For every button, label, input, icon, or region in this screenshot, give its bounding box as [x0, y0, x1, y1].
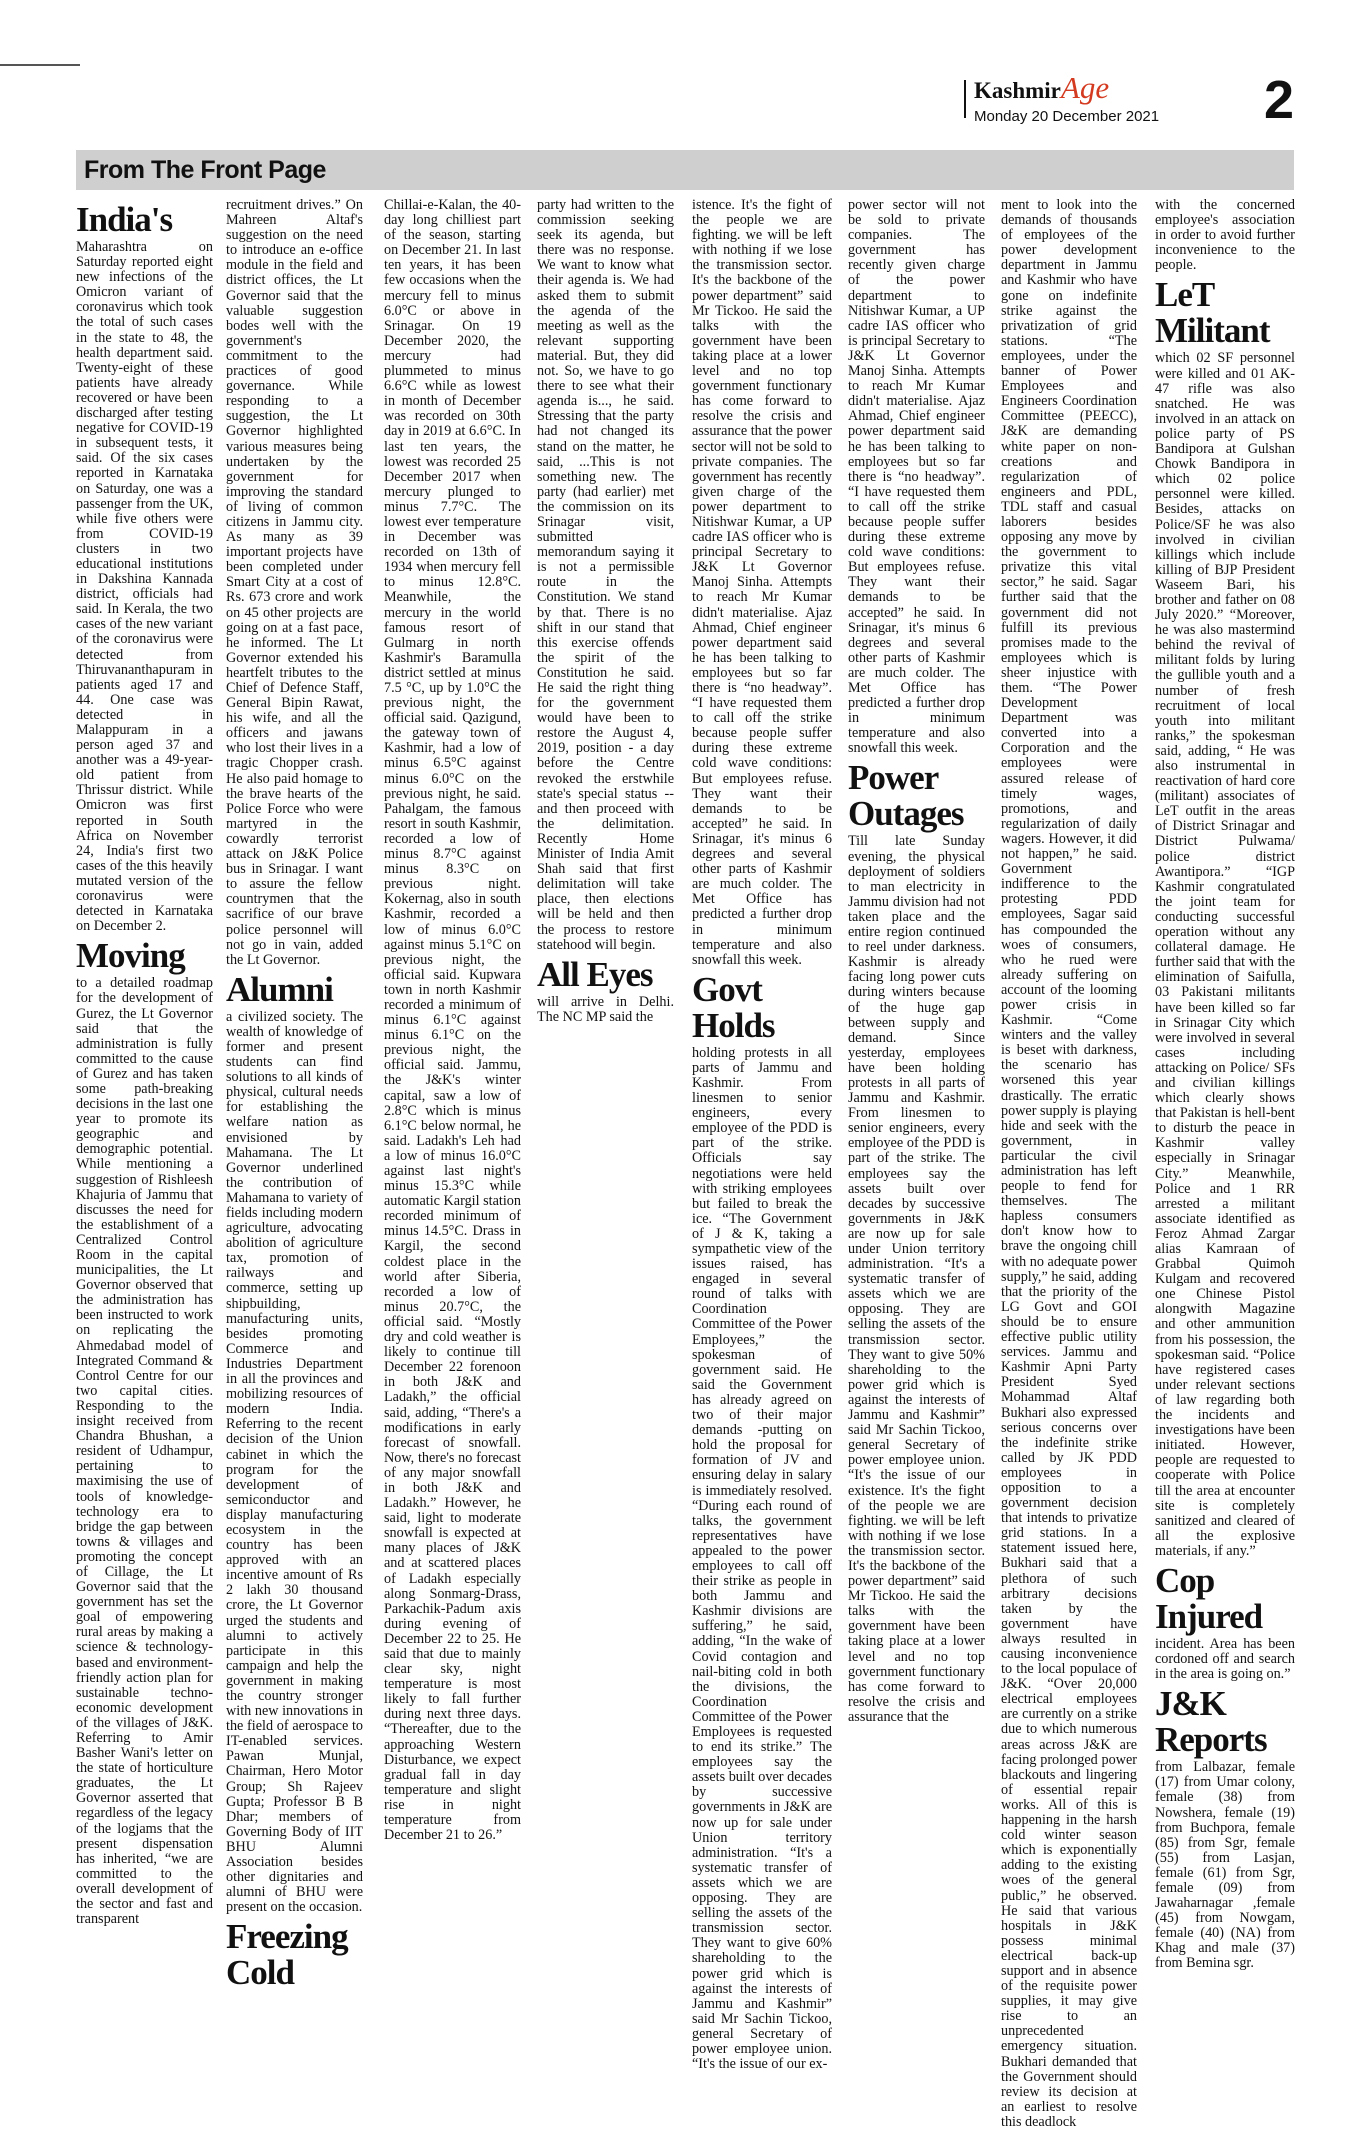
headline-power-outages: Power Outages	[848, 758, 964, 834]
page-number: 2	[1264, 70, 1295, 130]
article-moving-body: to a detailed roadmap for the development of Gurez, the Lt Governor said that the administration is fully committed to the cause of Gurez and has taken some path-breaking decisions in the last one year to promote its geographic and demographic potential. While mentioning a suggestion of Rishleesh Khajuria of Jammu that discusses the need for the establishment of a Centralized Control Room in the capital municipalities, the Lt Governor observed that the administration has been instructed to work on replicating the Ahmedabad model of Integrated Command & Control Centre for our two capital cities. Responding to the insight received from Chandra Bhushan, a resident of Udhampur, pertaining to maximising the use of tools of knowledge-technology era to bridge the gap between towns & villages and promoting the concept of Cillage, the Lt Governor said that the government has set the goal of empowering rural areas by making a science & technology-based and environment-friendly action plan for sustainable techno-economic development of the villages of J&K. Referring to Amir Basher Wani's letter on the state of horticulture graduates, the Lt Governor asserted that regardless of the legacy of the logjams that the present dispensation has inherited, “we are committed to the overall development of the sector and fast and transparent	[76, 975, 213, 1928]
masthead	[964, 70, 1295, 130]
column-4	[537, 198, 674, 2060]
article-continued-body: party had written to the commission seeking seek its agenda, but there was no response. We want to know what their agenda is. We had asked them to submit the agenda of the meeting as well as the relevant supporting material. But, they did not. So, we have to go there to see what their agenda is..., he said. Stressing that the party had not changed its stand on the matter, he said, ...This is not something new. The party (had earlier) met the commission on its Srinagar visit, submitted memorandum saying it is not a permissible route in the Constitution. We stand by that. There is no shift in our stand that this exercise offends the spirit of the Constitution he said. He said the right thing for the government would have been to restore the August 4, 2019, position - a day before the Centre revoked the erstwhile state's special status -- and then proceed with the delimitation. Recently Home Minister of India Amit Shah said that first delimitation will take place, then elections will be held and then the process to restore statehood will begin.	[537, 197, 674, 953]
headline-alumni: Alumni	[226, 969, 333, 1009]
headline-jk-reports: J&K Reports	[1155, 1684, 1267, 1760]
article-govt-holds-body: holding protests in all parts of Jammu and Kashmir. From linesmen to senior engineers, every employee of the PDD is part of the strike. Officials say negotiations were held with striking employees but failed to break the ice. “The Government of J & K, taking a sympathetic view of the issues raised, has engaged in several round of talks with Coordination Committee of the Power Employees,” the spokesman of government said. He said the Government has already agreed on two of their major demands -putting on hold the proposal for formation of JV and ensuring delay in salary is immediately resolved. “During each round of talks, the government representatives have appealed to the power employees to call off their strike as people in both Jammu and Kashmir divisions are suffering,” he said, adding, “In the wake of Covid contagion and nail-biting cold in both the divisions, the Coordination Committee of the Power Employees is requested to end its strike.” The employees say the assets built over decades by successive governments in J&K are now up for sale under Union territory administration. “It's a systematic transfer of assets which we are opposing. They are selling the assets of the transmission sector. They want to give 60% shareholding to the power grid which is against the interests of Jammu and Kashmir” said Mr Sachin Tickoo, general Secretary of power employee union. “It's the issue of our ex-	[692, 1044, 832, 2073]
column-3	[384, 198, 521, 2060]
headline-govt-holds: Govt Holds	[692, 969, 775, 1045]
headline-let-militant: LeT Militant	[1155, 275, 1270, 351]
article-jk-reports-body: from Lalbazar, female (17) from Umar colony, female (38) from Nowshera, female (19) from Buchpora, female (85) from Sgr, female (55) from Lasjan, female (61) from Sgr, female (09) from Jawaharnagar ,female (45) from Nowgam, female (40) (NA) from Khag and male (37) from Bemina sgr.	[1155, 1759, 1295, 1972]
article-moving-continued: recruitment drives.” On Mahreen Altaf's suggestion on the need to introduce an e-office module in the field and district offices, the Lt Governor said that the valuable suggestion bodes well with the government's commitment to the practices of good governance. While responding to a suggestion, the Lt Governor highlighted various measures being undertaken by the government for improving the standard of living of common citizens in Jammu city. As many as 39 important projects have been completed under Smart City at a cost of Rs. 673 crore and work on 45 other projects are going on at a fast pace, he informed. The Lt Governor extended his heartfelt tributes to the Chief of Defence Staff, General Bipin Rawat, his wife, and all the officers and jawans who lost their lives in a tragic Chopper crash. He also paid homage to the brave hearts of the Police Force who were martyred in the cowardly terrorist attack on J&K Police bus in Srinagar. I want to assure the fellow countrymen that the sacrifice of our brave police personnel will not go in vain, added the Lt Governor.	[226, 197, 363, 968]
article-let-militant-body: which 02 SF personnel were killed and 01 AK-47 rifle was also snatched. He was involved in an attack on police party of PS Bandipora at Gulshan Chowk Bandipora in which 02 police personnel were killed. Besides, attacks on Police/SF he was also involved in civilian killings which include killing of BJP President Waseem Bari, his brother and father on 08 July 2020.” “Moreover, he was also mastermind behind the revival of militant folds by luring the gullible youth and a number of fresh recruitment of local youth into militant ranks,” the spokesman said, adding, “ He was also instrumental in reactivation of hard core (militant) associates of LeT outfit in the areas of District Srinagar and District Pulwama/ police district Awantipora.” “IGP Kashmir congratulated the joint team for conducting successful operation without any collateral damage. He further said that with the elimination of Saifulla, 03 Pakistani militants have been killed so far in Srinagar City which were involved in several cases including attacking on Police/ SFs and civilian killings which clearly shows that Pakistan is hell-bent to disturb the peace in Kashmir valley especially in Srinagar City.” Meanwhile, Police and 1 RR arrested a militant associate identified as Feroz Ahmad Zargar alias Kamraan of Grabbal Quimoh Kulgam and recovered one Chinese Pistol alongwith Magazine and other ammunition from his possession, the spokesman said. “Police have registered cases under relevant sections of law regarding both the incidents and investigations have been initiated. However, people are requested to cooperate with Police till the area at encounter site is completely sanitized and cleared of all the explosive materials, if any.”	[1155, 350, 1295, 1559]
article-alumni-body: a civilized society. The wealth of knowledge of former and present students can find solutions to all kinds of physical, cultural needs for establishing the welfare nation as envisioned by Mahamana. The Lt Governor underlined the contribution of Mahamana to variety of fields including modern agriculture, advocating abolition of agriculture tax, promotion of railways and commerce, setting up shipbuilding, manufacturing units, besides promoting Commerce and Industries Department in all the provinces and mobilizing resources of modern India. Referring to the recent decision of the Union cabinet in which the program for the development of semiconductor and display manufacturing ecosystem in the country has been approved with an incentive amount of Rs 2 lakh 30 thousand crore, the Lt Governor urged the students and alumni to actively participate in this campaign and help the government in making the country stronger with new innovations in the field of aerospace to IT-enabled services. Pawan Munjal, Chairman, Hero Motor Group; Sh Rajeev Gupta; Professor B B Dhar; members of Governing Body of IIT BHU Alumni Association besides other dignitaries and alumni of BHU were present on the occasion.	[226, 1008, 363, 1916]
top-left-rule	[0, 64, 80, 66]
article-continued-body: power sector will not be sold to private companies. The government has recently given charge of the power department to Nitishwar Kumar, a UP cadre IAS officer who is principal Secretary to J&K Lt Governor Manoj Sinha. Attempts to reach Mr Kumar didn't materialise. Ajaz Ahmad, Chief engineer power department said he has been talking to employees but so far there is “no headway”. “I have requested them to call off the strike because people suffer during these extreme cold wave conditions: But employees refuse. They want their demands to be accepted” he said. In Srinagar, it's minus 6 degrees and several other parts of Kashmir are much colder. The Met Office has predicted a further drop in minimum temperature and also snowfall this week.	[848, 197, 985, 757]
newspaper-logo	[974, 70, 1110, 105]
article-indias-body: Maharashtra on Saturday reported eight new infections of the Omicron variant of coronavirus which took the total of such cases in the state to 48, the health department said. Twenty-eight of these patients have already recovered or have been discharged after testing negative for COVID-19 in subsequent tests, it said. Of the six cases reported in Karnataka on Saturday, one was a passenger from the UK, while five others were from COVID-19 clusters in two educational institutions in Dakshina Kannada district, officials had said. In Kerala, the two cases of the new variant of the coronavirus were detected from Thiruvananthapuram in patients aged 17 and 44. One case was detected in Malappuram in a person aged 37 and another was a 49-year-old patient from Thrissur district. While Omicron was first reported in South Africa on November 24, India's first two cases of the this heavily mutated version of the coronavirus were detected in Karnataka on December 2.	[76, 239, 213, 935]
logo-age: Age	[1060, 70, 1110, 105]
article-continued-body: with the concerned employee's association in order to avoid further inconvenience to the people.	[1155, 197, 1295, 274]
column-1	[76, 198, 213, 2060]
article-cop-injured-body: incident. Area has been cordoned off and search in the area is going on.”	[1155, 1635, 1295, 1683]
column-6	[848, 198, 985, 2060]
headline-moving: Moving	[76, 936, 185, 976]
column-2	[226, 198, 363, 2060]
headline-freezing-cold: Freezing Cold	[226, 1917, 348, 1993]
article-power-outages-body: Till late Sunday evening, the physical deployment of soldiers to man electricity in Jammu division had not taken place and the entire region continued to reel under darkness. Kashmir is already facing long power cuts during winters because of the huge gap between supply and demand. Since yesterday, employees have been holding protests in all parts of Jammu and Kashmir. From linesmen to senior engineers, every employee of the PDD is part of the strike. The employees say the assets built over decades by successive governments in J&K are now up for sale under Union territory administration. “It's a systematic transfer of assets which we are opposing. They are selling the assets of the transmission sector. They want to give 50% shareholding to the power grid which is against the interests of Jammu and Kashmir” said Mr Sachin Tickoo, general Secretary of power employee union. “It's the issue of our existence. It's the fight of the people we are fighting. we will be left with nothing if we lose the transmission sector. It's the backbone of the power department” said Mr Tickoo. He said the talks with the government have been taking place at a lower level and no top government functionary has come forward to resolve the crisis and assurance that the	[848, 833, 985, 1725]
headline-all-eyes: All Eyes	[537, 954, 653, 994]
issue-date: Monday 20 December 2021	[974, 108, 1160, 125]
headline-cop-injured: Cop Injured	[1155, 1560, 1263, 1636]
column-8	[1155, 198, 1295, 2060]
logo-kashmir: Kashmir	[974, 78, 1061, 103]
article-pol-parties-body: ment to look into the demands of thousands of employees of the power development department in Jammu and Kashmir who have gone on indefinite strike against the privatization of grid stations. “The employees, under the banner of Power Employees and Engineers Coordination Committee (PEECC), J&K are demanding white paper on non-creations and regularization of engineers and PDL, TDL staff and casual laborers besides opposing any move by the government to privatize this vital sector,” he said. Sagar further said that the government did not fulfill its previous promises made to the employees which is sheer injustice with them. “The Power Development Department was converted into a Corporation and the employees were assured release of timely wages, promotions, and regularization of daily wagers. However, it did not happen,” he said. Government indifference to the protesting PDD employees, Sagar said has compounded the woes of consumers, who he rued were already suffering on account of the looming power crisis in Kashmir. “Come winters and the valley is beset with darkness, the scenario has worsened this year drastically. The erratic power supply is playing hide and seek with the government, in particular the civil administration has left people to fend for themselves. The hapless consumers don't know how to brave the ongoing chill with no adequate power supply,” he said, adding that the priority of the LG Govt and GOI should be to ensure effective public utility services. Jammu and Kashmir Apni Party President Syed Mohammad Altaf Bukhari also expressed serious concerns over the indefinite strike called by JK PDD employees in opposition to a government decision that intends to privatize grid stations. In a statement issued here, Bukhari said that a plethora of such arbitrary decisions taken by the government have always resulted in causing inconvenience to the local populace of J&K. “Over 20,000 electrical employees are currently on a strike due to which numerous areas across J&K are facing prolonged power blackouts and lingering of essential repair works. All of this is happening in the harsh cold winter season which is exponentially adding to the existing woes of the general public,” he observed. He said that various hospitals in J&K possess minimal electrical back-up support and in absence of the requisite power supplies, it may give rise to an unprecedented emergency situation. Bukhari demanded that the Government should review its decision at an earliest to resolve this deadlock	[1001, 197, 1137, 2130]
headline-indias: India's	[76, 200, 173, 239]
article-all-eyes-body: will arrive in Delhi. The NC MP said the	[537, 993, 674, 1025]
column-7	[1001, 197, 1137, 2130]
column-5	[692, 197, 832, 2073]
section-title: From The Front Page	[84, 156, 326, 184]
masthead-divider	[964, 80, 966, 118]
article-continued-body: istence. It's the fight of the people we are fighting. we will be left with nothing if we lose the transmission sector. It's the backbone of the power department” said Mr Tickoo. He said the talks with the government have been taking place at a lower level and no top government functionary has come forward to resolve the crisis and assurance that the power sector will not be sold to private companies. The government has recently given charge of the power department to Nitishwar Kumar, a UP cadre IAS officer who is principal Secretary to J&K Lt Governor Manoj Sinha. Attempts to reach Mr Kumar didn't materialise. Ajaz Ahmad, Chief engineer power department said he has been talking to employees but so far there is “no headway”. “I have requested them to call off the strike because people suffer during these extreme cold wave conditions: But employees refuse. They want their demands to be accepted” he said. In Srinagar, it's minus 6 degrees and several other parts of Kashmir are much colder. The Met Office has predicted a further drop in minimum temperature and also snowfall this week.	[692, 197, 832, 968]
article-freezing-cold-body: Chillai-e-Kalan, the 40-day long chilliest part of the season, starting on December 21. In last ten years, it has been few occasions when the mercury fell to minus 6.0°C or above in Srinagar. On 19 December 2020, the mercury had plummeted to minus 6.6°C while as lowest in month of December was recorded on 30th day in 2019 at 6.6°C. In last ten years, the lowest was recorded 25 December 2017 when mercury plunged to minus 7.7°C. The lowest ever temperature in December was recorded on 13th of 1934 when mercury fell to minus 12.8°C. Meanwhile, the mercury in the world famous resort of Gulmarg in north Kashmir's Baramulla district settled at minus 7.5 °C, up by 1.0°C the previous night, the official said. Qazigund, the gateway town of Kashmir, had a low of minus 6.5°C against minus 6.0°C on the previous night, he said. Pahalgam, the famous resort in south Kashmir, recorded a low of minus 8.7°C against minus 8.3°C on previous night. Kokernag, also in south Kashmir, recorded a low of minus 6.0°C against minus 5.1°C on previous night, the official said. Kupwara town in north Kashmir recorded a minimum of minus 6.1°C against minus 6.1°C on the previous night, the official said. Jammu, the J&K's winter capital, saw a low of 2.8°C which is minus 6.1°C below normal, he said. Ladakh's Leh had a low of minus 16.0°C against last night's minus 15.3°C while automatic Kargil station recorded minimum of minus 14.5°C. Drass in Kargil, the second coldest place in the world after Siberia, recorded a low of minus 20.7°C, the official said. “Mostly dry and cold weather is likely to continue till December 22 forenoon in both J&K and Ladakh,” the official said, adding, “There's a modifications in early forecast of snowfall. Now, there's no forecast of any major snowfall in both J&K and Ladakh.” However, he said, light to moderate snowfall is expected at many places of J&K and at scattered places of Ladakh especially along Sonmarg-Drass, Parkachik-Padum axis during evening of December 22 to 25. He said that due to mainly clear sky, night temperature is most likely to fall further during next three days. “Thereafter, due to the approaching Western Disturbance, we expect gradual fall in day temperature and slight rise in night temperature from December 21 to 26.”	[384, 197, 521, 1844]
